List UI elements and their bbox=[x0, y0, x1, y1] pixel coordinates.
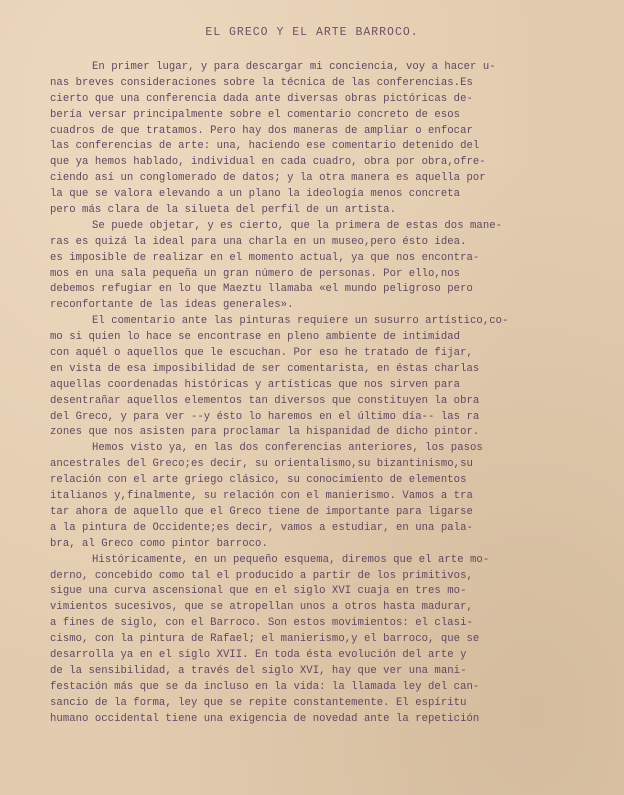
text-line: la que se valora elevando a un plano la ideología menos concreta bbox=[50, 188, 461, 201]
text-line: zones que nos asisten para proclamar la hispanidad de dicho pintor. bbox=[50, 426, 480, 439]
text-line: desarrolla ya en el siglo XVII. En toda ésta evolución del arte y bbox=[50, 648, 467, 661]
text-line: humano occidental tiene una exigencia de novedad ante la repetición bbox=[50, 712, 480, 725]
text-line: mos en una sala pequeña un gran número de personas. Por ello,nos bbox=[50, 267, 461, 280]
text-line: es imposible de realizar en el momento actual, ya que nos encontra- bbox=[50, 251, 480, 264]
text-line: que ya hemos hablado, individual en cada cuadro, obra por obra,ofre- bbox=[50, 156, 486, 169]
text-line: las conferencias de arte: una, haciendo ese comentario detenido del bbox=[50, 140, 480, 153]
text-line: tar ahora de aquello que el Greco tiene de importante para ligarse bbox=[50, 505, 473, 518]
text-line: Hemos visto ya, en las dos conferencias anteriores, los pasos bbox=[92, 442, 483, 455]
text-line: festación más que se da incluso en la vida: la llamada ley del can- bbox=[50, 680, 480, 693]
text-line: debemos refugiar en lo que Maeztu llamaba «el mundo peligroso pero bbox=[50, 283, 473, 296]
text-line: del Greco, y para ver --y ésto lo haremos en el último día-- las ra bbox=[50, 410, 480, 423]
text-line: en vista de esa imposibilidad de ser comentarista, en éstas charlas bbox=[50, 362, 480, 375]
text-line: ras es quizá la ideal para una charla en un museo,pero ésto idea. bbox=[50, 235, 467, 248]
text-line: Se puede objetar, y es cierto, que la primera de estas dos mane- bbox=[92, 219, 503, 232]
text-line: mo si quien lo hace se encontrase en pleno ambiente de intimidad bbox=[50, 331, 461, 344]
text-line: En primer lugar, y para descargar mi conciencia, voy a hacer u- bbox=[92, 61, 496, 73]
text-line: pero más clara de la silueta del perfil de un artista. bbox=[50, 204, 396, 217]
text-line: nas breves consideraciones sobre la técnica de las conferencias.Es bbox=[50, 76, 473, 89]
text-line: italianos y,finalmente, su relación con el manierismo. Vamos a tra bbox=[50, 490, 473, 503]
text-line: bería versar principalmente sobre el comentario concreto de esos bbox=[50, 108, 461, 121]
text-line: a la pintura de Occidente;es decir, vamos a estudiar, en una pala- bbox=[50, 521, 473, 534]
text-line: derno, concebido como tal el producido a partir de los primitivos, bbox=[50, 569, 473, 582]
text-line: a fines de siglo, con el Barroco. Son estos movimientos: el clasi- bbox=[50, 617, 473, 630]
page-title: EL GRECO Y EL ARTE BARROCO. bbox=[205, 26, 419, 39]
text-line: cismo, con la pintura de Rafael; el manierismo,y el barroco, que se bbox=[50, 633, 480, 646]
text-line: reconfortante de las ideas generales». bbox=[50, 299, 294, 312]
text-line: El comentario ante las pinturas requiere un susurro artístico,co- bbox=[92, 315, 509, 328]
text-line: vimientos sucesivos, que se atropellan unos a otros hasta madurar, bbox=[50, 601, 473, 614]
text-line: sigue una curva ascensional que en el siglo XVI cuaja en tres mo- bbox=[50, 585, 467, 598]
document-body bbox=[50, 60, 618, 727]
text-line: cierto que una conferencia dada ante diversas obras pictóricas de- bbox=[50, 92, 473, 105]
text-line: ancestrales del Greco;es decir, su orientalismo,su bizantinismo,su bbox=[50, 458, 473, 471]
text-line: cuadros de que tratamos. Pero hay dos maneras de ampliar o enfocar bbox=[50, 124, 473, 137]
text-line: bra, al Greco como pintor barroco. bbox=[50, 537, 268, 550]
text-line: ciendo así un conglomerado de datos; y la otra manera es aquella por bbox=[50, 172, 486, 185]
text-line: Históricamente, en un pequeño esquema, diremos que el arte mo- bbox=[92, 553, 490, 566]
text-line: aquellas coordenadas históricas y artísticas que nos sirven para bbox=[50, 378, 461, 391]
text-line: sancio de la forma, ley que se repite constantemente. El espíritu bbox=[50, 696, 467, 709]
text-line: desentrañar aquellos elementos tan diversos que constituyen la obra bbox=[50, 394, 480, 407]
text-line: relación con el arte griego clásico, su conocimiento de elementos bbox=[50, 474, 467, 487]
text-line: de la sensibilidad, a través del siglo XVI, hay que ver una mani- bbox=[50, 664, 467, 677]
text-line: con aquél o aquellos que le escuchan. Por eso he tratado de fijar, bbox=[50, 347, 473, 360]
